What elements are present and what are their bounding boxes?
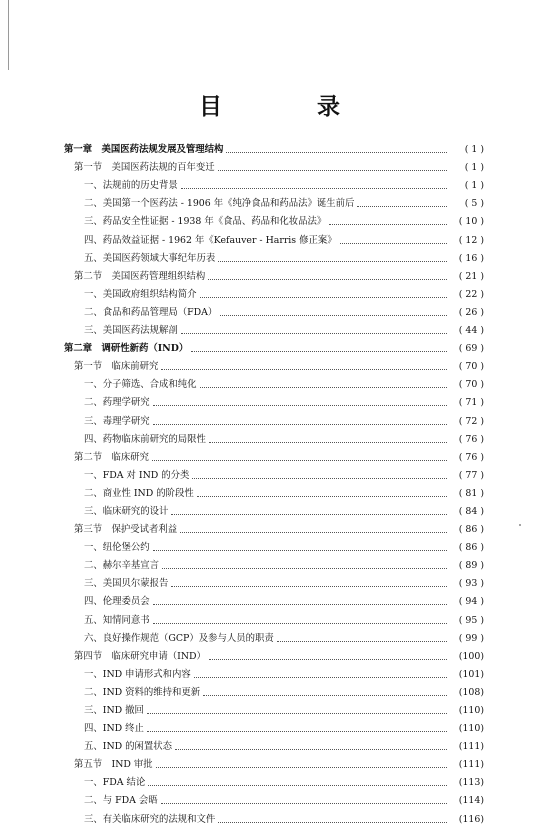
toc-subsection-entry[interactable]: [64, 789, 484, 807]
toc-subsection-entry[interactable]: [64, 174, 484, 192]
toc-page-number: ( 1 ): [464, 180, 484, 192]
dot-leader: [181, 188, 447, 189]
toc-entry-label: 五、IND 的闲置状态: [84, 741, 173, 753]
toc-subsection-entry[interactable]: [64, 301, 484, 319]
toc-entry-label: 第一节 临床前研究: [74, 361, 159, 373]
dot-leader: [171, 586, 447, 587]
toc-entry-label: 四、药品效益证据 - 1962 年《Kefauver - Harris 修正案》: [84, 234, 337, 246]
toc-entry-label: 六、良好操作规范（GCP）及参与人员的职责: [84, 632, 274, 644]
toc-entry-label: 五、知情同意书: [84, 614, 150, 626]
dot-leader: [340, 243, 447, 244]
toc-page-number: ( 16 ): [458, 252, 484, 264]
toc-entry-label: 二、食品和药品管理局（FDA）: [84, 306, 218, 318]
toc-entry-label: 二、赫尔辛基宣言: [84, 560, 160, 572]
toc-section-entry[interactable]: [64, 156, 484, 174]
toc-page-number: ( 89 ): [458, 560, 484, 572]
toc-subsection-entry[interactable]: [64, 627, 484, 645]
toc-page-number: ( 95 ): [458, 614, 484, 626]
toc-page-number: ( 10 ): [458, 216, 484, 228]
toc-section-entry[interactable]: [64, 446, 484, 464]
toc-section-entry[interactable]: [64, 265, 484, 283]
toc-page-number: ( 99 ): [458, 632, 484, 644]
toc-page-number: (111): [458, 759, 484, 771]
toc-subsection-entry[interactable]: [64, 247, 484, 265]
toc-subsection-entry[interactable]: [64, 536, 484, 554]
toc-subsection-entry[interactable]: [64, 428, 484, 446]
toc-entry-label: 第一节 美国医药法规的百年变迁: [74, 162, 215, 174]
toc-entry-label: 第一章 美国医药法规发展及管理结构: [64, 144, 224, 156]
toc-page-number: ( 26 ): [458, 306, 484, 318]
toc-entry-label: 一、美国政府组织结构简介: [84, 288, 197, 300]
toc-entry-label: 第三节 保护受试者利益: [74, 524, 178, 536]
toc-entry-label: 二、商业性 IND 的阶段性: [84, 487, 194, 499]
toc-page-number: ( 70 ): [458, 379, 484, 391]
toc-subsection-entry[interactable]: [64, 192, 484, 210]
toc-entry-label: 二、美国第一个医药法 - 1906 年《纯净食品和药品法》诞生前后: [84, 198, 355, 210]
dot-leader: [357, 206, 447, 207]
dot-leader: [209, 659, 447, 660]
dot-leader: [153, 550, 447, 551]
toc-page-number: (113): [458, 777, 484, 789]
toc-subsection-entry[interactable]: [64, 409, 484, 427]
toc-entry-label: 三、临床研究的设计: [84, 505, 169, 517]
toc-subsection-entry[interactable]: [64, 500, 484, 518]
dot-leader: [203, 695, 447, 696]
toc-page-number: ( 84 ): [458, 505, 484, 517]
toc-page-number: ( 76 ): [458, 451, 484, 463]
toc-page-number: ( 86 ): [458, 542, 484, 554]
dot-leader: [153, 623, 447, 624]
toc-page-number: ( 81 ): [458, 487, 484, 499]
toc-subsection-entry[interactable]: [64, 735, 484, 753]
toc-section-entry[interactable]: [64, 753, 484, 771]
dot-leader: [192, 478, 447, 479]
toc-subsection-entry[interactable]: [64, 590, 484, 608]
toc-subsection-entry[interactable]: [64, 572, 484, 590]
page-edge-line: [8, 0, 9, 70]
dot-leader: [152, 460, 447, 461]
dot-leader: [226, 152, 447, 153]
dot-leader: [161, 369, 447, 370]
toc-entry-label: 五、美国医药领域大事纪年历表: [84, 252, 216, 264]
dot-leader: [197, 496, 447, 497]
toc-page-number: ( 86 ): [458, 524, 484, 536]
toc-entry-label: 三、美国贝尔蒙报告: [84, 578, 169, 590]
dot-leader: [162, 568, 447, 569]
toc-section-entry[interactable]: [64, 518, 484, 536]
toc-subsection-entry[interactable]: [64, 699, 484, 717]
toc-subsection-entry[interactable]: [64, 228, 484, 246]
toc-page-number: ( 1 ): [464, 162, 484, 174]
toc-subsection-entry[interactable]: [64, 717, 484, 735]
toc-entry-label: 三、药品安全性证据 - 1938 年《食品、药品和化妆品法》: [84, 216, 327, 228]
toc-subsection-entry[interactable]: [64, 681, 484, 699]
toc-chapter-entry[interactable]: [64, 138, 484, 156]
dot-leader: [218, 170, 447, 171]
toc-page-number: ( 71 ): [458, 397, 484, 409]
toc-page-number: ( 22 ): [458, 288, 484, 300]
toc-page-number: ( 94 ): [458, 596, 484, 608]
toc-page-number: ( 21 ): [458, 270, 484, 282]
dot-leader: [147, 713, 447, 714]
toc-subsection-entry[interactable]: [64, 373, 484, 391]
toc-page-number: (111): [458, 741, 484, 753]
toc-entry-label: 第四节 临床研究申请（IND）: [74, 650, 206, 662]
dot-leader: [147, 731, 447, 732]
table-of-contents: [64, 138, 484, 826]
toc-subsection-entry[interactable]: [64, 391, 484, 409]
toc-entry-label: 一、FDA 对 IND 的分类: [84, 469, 190, 481]
page-title: 目 录: [199, 94, 376, 120]
dot-leader: [161, 803, 447, 804]
toc-entry-label: 二、药理学研究: [84, 397, 150, 409]
dot-leader: [153, 405, 447, 406]
toc-entry-label: 四、伦理委员会: [84, 596, 150, 608]
toc-page-number: (100): [458, 650, 484, 662]
toc-subsection-entry[interactable]: [64, 210, 484, 228]
toc-page-number: ( 44 ): [458, 325, 484, 337]
toc-subsection-entry[interactable]: [64, 608, 484, 626]
toc-subsection-entry[interactable]: [64, 771, 484, 789]
toc-subsection-entry[interactable]: [64, 663, 484, 681]
toc-entry-label: 三、IND 撤回: [84, 705, 144, 716]
toc-entry-label: 一、FDA 结论: [84, 777, 146, 789]
toc-subsection-entry[interactable]: [64, 554, 484, 572]
toc-entry-label: 四、IND 终止: [84, 723, 144, 735]
toc-entry-label: 第二节 美国医药管理组织结构: [74, 270, 206, 282]
toc-entry-label: 三、有关临床研究的法规和文件: [84, 813, 216, 825]
toc-section-entry[interactable]: [64, 355, 484, 373]
dot-leader: [153, 424, 447, 425]
toc-subsection-entry[interactable]: [64, 283, 484, 301]
dot-leader: [194, 677, 447, 678]
toc-chapter-entry[interactable]: [64, 337, 484, 355]
toc-page-number: ( 1 ): [464, 144, 484, 156]
dot-leader: [181, 333, 447, 334]
dot-leader: [153, 604, 447, 605]
dot-leader: [220, 315, 447, 316]
toc-entry-label: 第二节 临床研究: [74, 451, 150, 463]
toc-entry-label: 三、美国医药法规解剖: [84, 325, 178, 337]
toc-page-number: ( 5 ): [464, 198, 484, 210]
toc-page-number: ( 72 ): [458, 415, 484, 427]
toc-subsection-entry[interactable]: [64, 482, 484, 500]
toc-subsection-entry[interactable]: [64, 807, 484, 825]
toc-page-number: (110): [458, 723, 484, 735]
toc-section-entry[interactable]: [64, 645, 484, 663]
toc-page-number: (101): [458, 668, 484, 680]
toc-page-number: (108): [458, 686, 484, 698]
toc-page-number: ( 77 ): [458, 469, 484, 481]
scan-speck: [519, 524, 521, 526]
dot-leader: [208, 279, 447, 280]
toc-entry-label: 第二章 调研性新药（IND）: [64, 343, 189, 355]
toc-entry-label: 四、药物临床前研究的局限性: [84, 433, 206, 445]
toc-entry-label: 一、纽伦堡公约: [84, 542, 150, 554]
dot-leader: [200, 387, 447, 388]
toc-entry-label: 第五节 IND 审批: [74, 759, 153, 771]
toc-entry-label: 三、毒理学研究: [84, 415, 150, 427]
toc-entry-label: 二、IND 资料的维持和更新: [84, 686, 201, 698]
toc-page-number: (114): [458, 795, 484, 807]
toc-entry-label: 二、与 FDA 会晤: [84, 795, 158, 807]
toc-page-number: ( 93 ): [458, 578, 484, 590]
dot-leader: [200, 297, 447, 298]
dot-leader: [277, 641, 447, 642]
toc-page-number: (110): [458, 705, 484, 716]
dot-leader: [218, 261, 447, 262]
dot-leader: [148, 785, 447, 786]
toc-entry-label: 一、IND 申请形式和内容: [84, 668, 191, 680]
toc-page-number: ( 12 ): [458, 234, 484, 246]
toc-page-number: (116): [458, 813, 484, 825]
dot-leader: [156, 767, 447, 768]
toc-entry-label: 一、法规前的历史背景: [84, 180, 178, 192]
dot-leader: [191, 351, 447, 352]
toc-entry-label: 一、分子筛选、合成和纯化: [84, 379, 197, 391]
toc-page-number: ( 69 ): [458, 343, 484, 355]
toc-page-number: ( 70 ): [458, 361, 484, 373]
toc-subsection-entry[interactable]: [64, 464, 484, 482]
dot-leader: [209, 442, 447, 443]
dot-leader: [180, 532, 447, 533]
toc-page-number: ( 76 ): [458, 433, 484, 445]
dot-leader: [171, 514, 447, 515]
toc-subsection-entry[interactable]: [64, 319, 484, 337]
dot-leader: [329, 224, 447, 225]
dot-leader: [175, 749, 447, 750]
dot-leader: [218, 822, 447, 823]
